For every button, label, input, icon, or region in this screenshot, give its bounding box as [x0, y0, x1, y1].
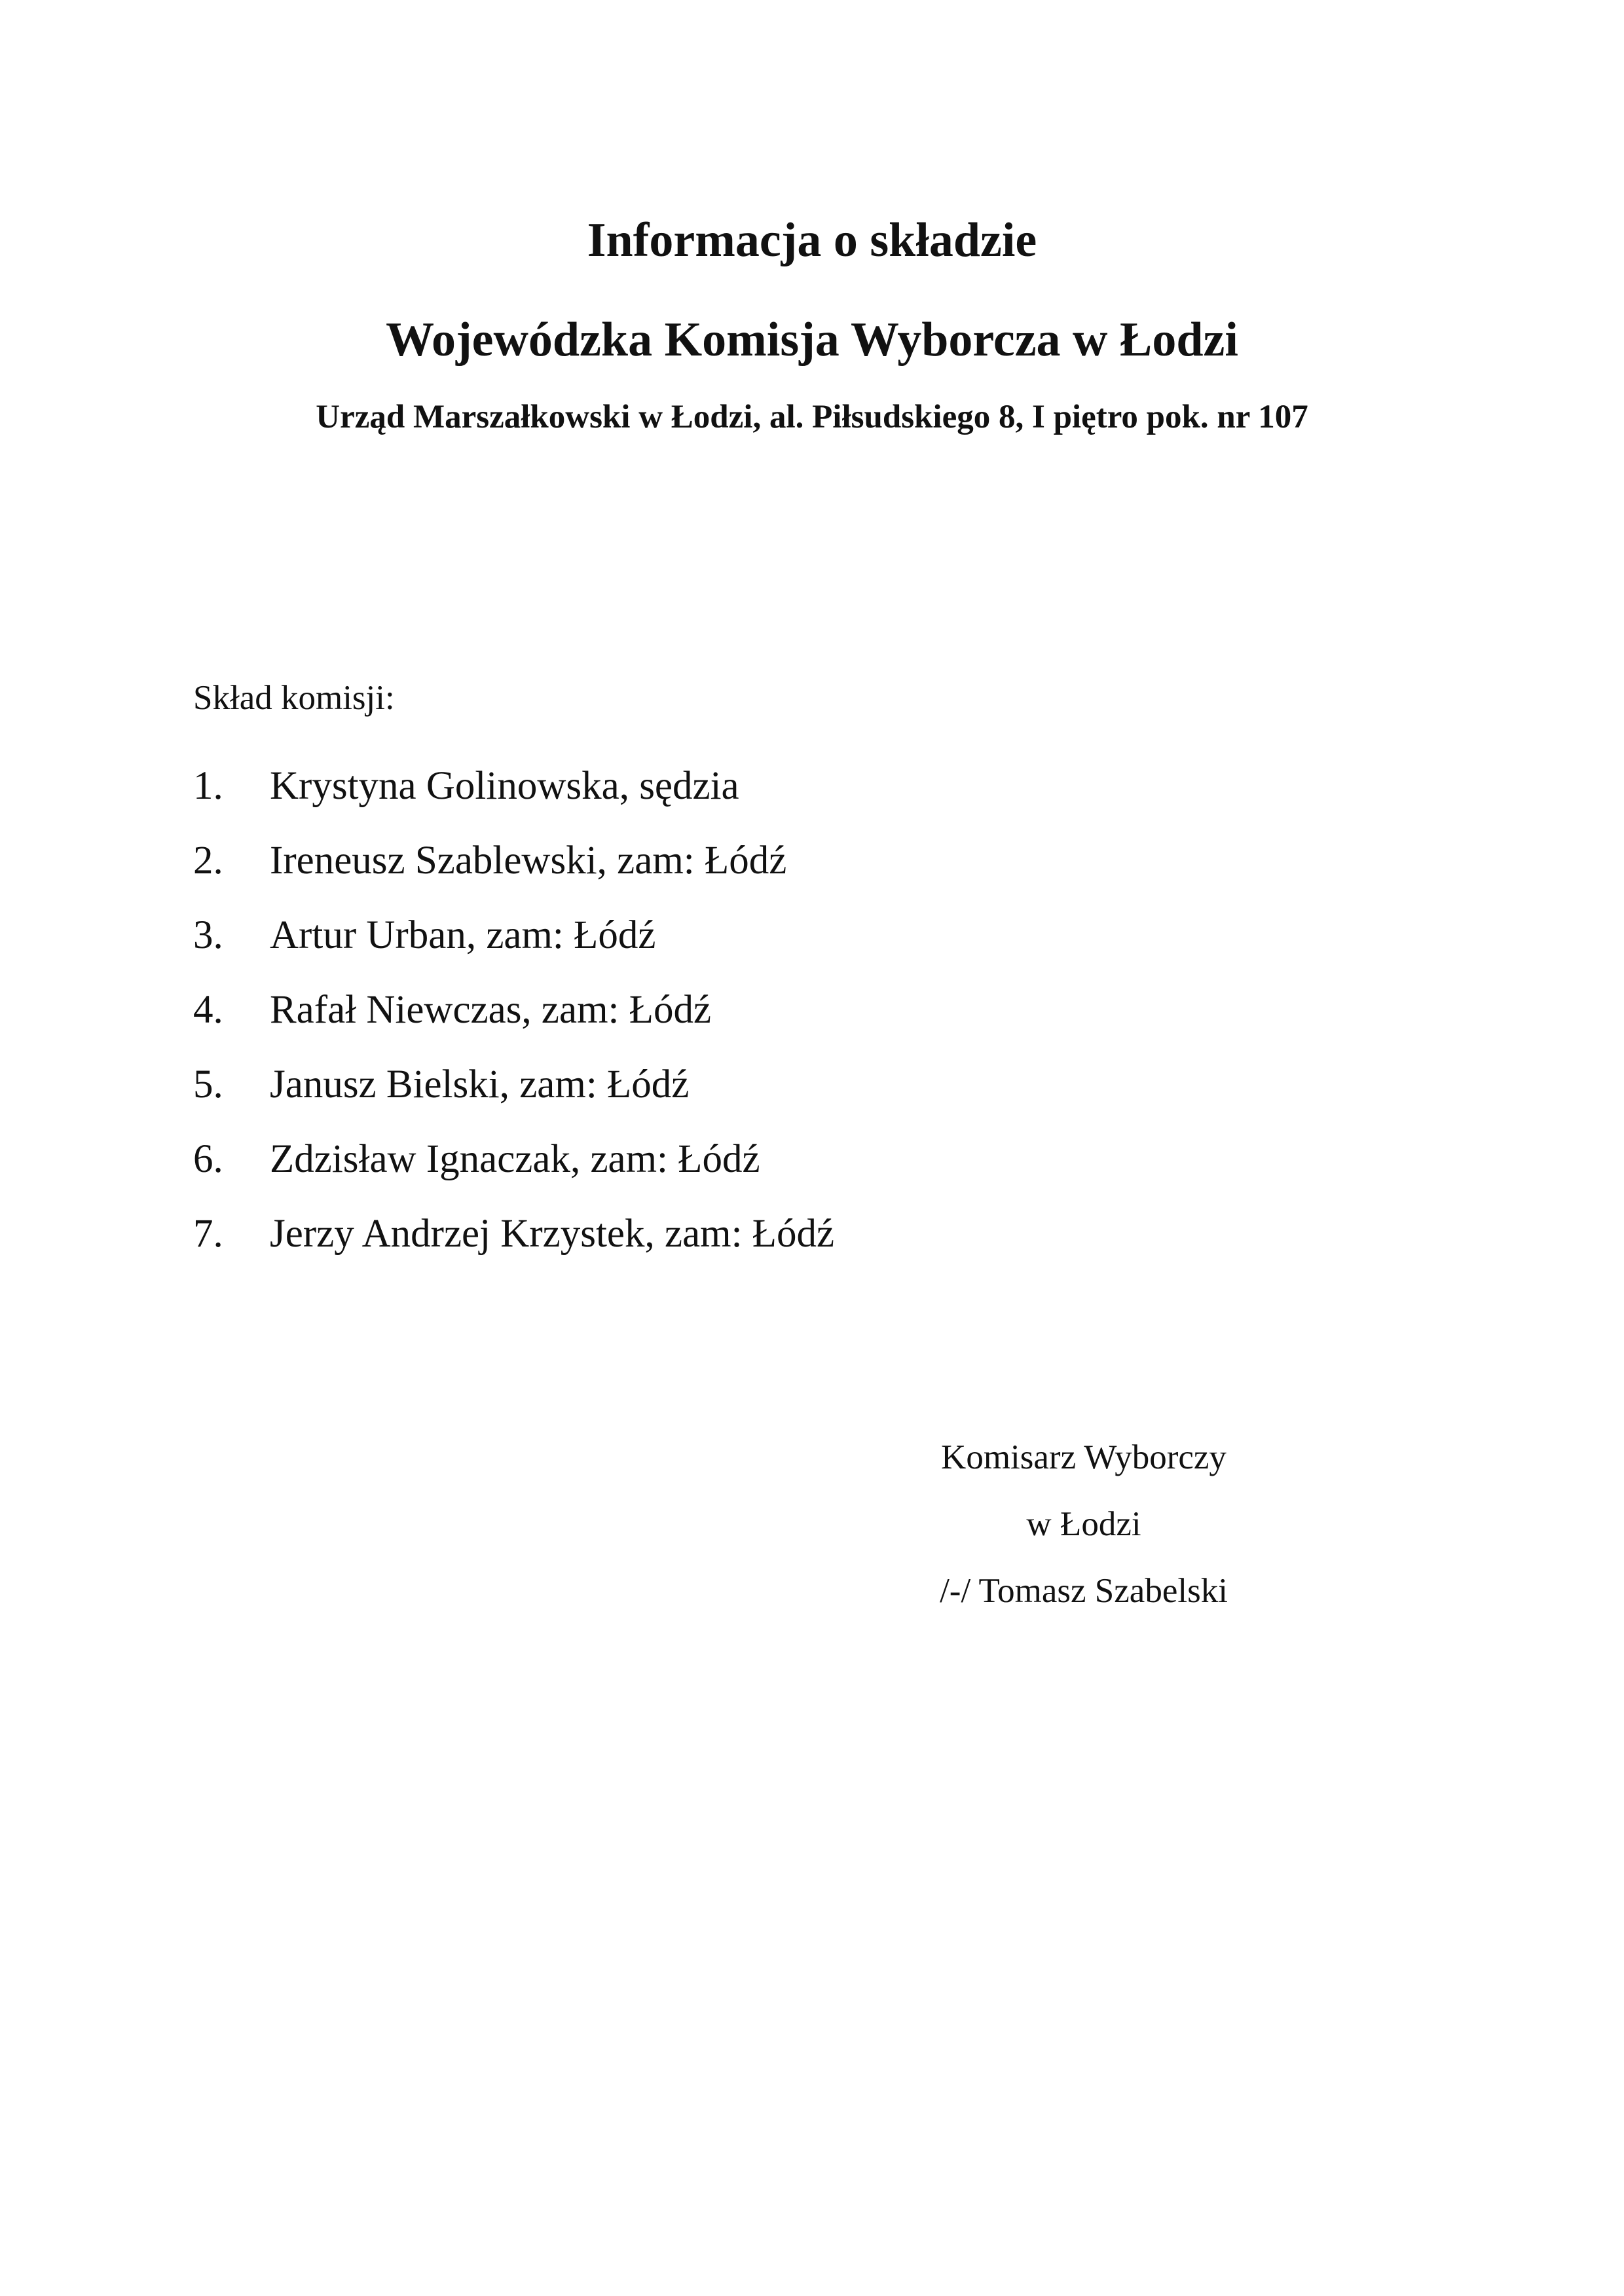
- list-item-number: 4.: [193, 988, 223, 1032]
- list-item-number: 1.: [193, 764, 223, 808]
- members-heading: Skład komisji:: [193, 679, 395, 717]
- signature-name: /-/ Tomasz Szabelski: [940, 1572, 1228, 1610]
- list-item-text: Krystyna Golinowska, sędzia: [270, 764, 739, 808]
- document-address: Urząd Marszałkowski w Łodzi, al. Piłsudskiego 8, I piętro pok. nr 107: [316, 399, 1308, 435]
- document-subtitle: Wojewódzka Komisja Wyborcza w Łodzi: [386, 313, 1238, 367]
- list-item-number: 3.: [193, 913, 223, 957]
- list-item-text: Artur Urban, zam: Łódź: [270, 913, 656, 957]
- signature-role: Komisarz Wyborczy: [941, 1438, 1227, 1476]
- document-title: Informacja o składzie: [587, 213, 1037, 267]
- list-item-text: Janusz Bielski, zam: Łódź: [270, 1063, 690, 1106]
- list-item-number: 5.: [193, 1063, 223, 1106]
- list-item-number: 7.: [193, 1212, 223, 1256]
- signature-block: [891, 1440, 1277, 1641]
- list-item-text: Rafał Niewczas, zam: Łódź: [270, 988, 712, 1032]
- list-item-text: Zdzisław Ignaczak, zam: Łódź: [270, 1137, 760, 1181]
- list-item-text: Ireneusz Szablewski, zam: Łódź: [270, 839, 787, 883]
- list-item-number: 2.: [193, 839, 223, 883]
- list-item-text: Jerzy Andrzej Krzystek, zam: Łódź: [270, 1212, 835, 1256]
- list-item-number: 6.: [193, 1137, 223, 1181]
- signature-place: w Łodzi: [1026, 1505, 1141, 1543]
